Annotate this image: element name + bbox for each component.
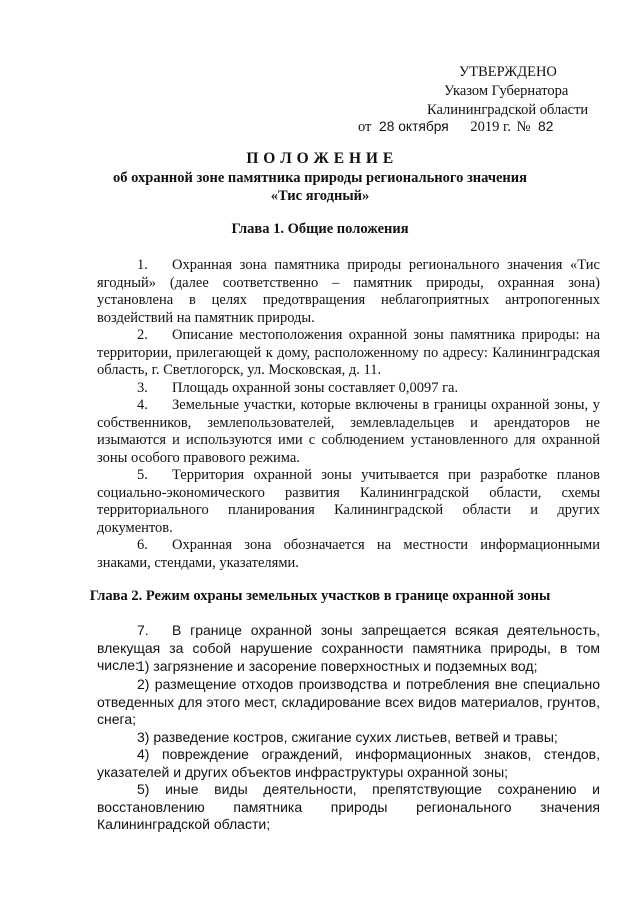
paragraph-text: В границе охранной зоны запрещается всякая деятельность, влекущая за собой нарушение сохранности памятника природы, в том числе: [97,622,600,674]
document-subtitle-line2: «Тис ягодный» [270,188,370,204]
approval-date: 28 октября [379,119,449,134]
chapter2-heading: Глава 2. Режим охраны земельных участков в границе охранной зоны [89,588,551,604]
approval-number: 82 [538,119,554,134]
paragraph-1 [97,257,600,327]
paragraph-number: 4. [137,397,148,413]
paragraph-text: Земельные участки, которые включены в границы охранной зоны, у собственников, землепользователей, землевладельцев и арендаторов не изымаются и используются ими с соблюдением установленного для охранной зоны особого правового режима. [97,397,600,466]
paragraph-number: 1. [137,257,148,273]
list-item: 5) иные виды деятельности, препятствующие сохранению и восстановлению памятника природы регионального значения Калининградской области; [97,781,600,833]
approval-year: 2019 г. [470,119,511,135]
paragraph-number: 5. [137,467,148,483]
paragraph-3 [97,380,600,398]
approval-number-sign: № [516,119,531,135]
paragraph-text: Охранная зона обозначается на местности информационными знаками, стендами, указателями. [97,537,600,571]
approval-region: Калининградской области [427,102,589,118]
approval-date-prefix: от [358,119,372,135]
paragraph-4 [97,397,600,467]
paragraph-number: 6. [137,537,148,553]
paragraph-text: Территория охранной зоны учитывается при разработке планов социально-экономического развития Калининградской области, схемы территориального планирования Калининградской области и других документов. [97,467,600,536]
list-item: 2) размещение отходов производства и потребления вне специально отведенных для этого мест, складирование всех видов материалов, грунтов, снега; [97,676,600,728]
document-subtitle-line1: об охранной зоне памятника природы регионального значения [113,170,527,186]
approval-authority: Указом Губернатора [444,83,569,99]
list-item: 4) повреждение ограждений, информационных знаков, стендов, указателей и других объектов инфраструктуры охранной зоны; [97,746,600,780]
list-item: 3) разведение костров, сжигание сухих листьев, ветвей и травы; [137,729,558,745]
paragraph-number: 2. [137,327,148,343]
paragraph-2 [97,327,600,380]
paragraph-6 [97,537,600,572]
approval-date-line [358,117,553,137]
chapter1-heading: Глава 1. Общие положения [231,221,409,237]
paragraph-text: Охранная зона памятника природы регионального значения «Тис ягодный» (далее соответственно – памятник природы, охранная зона) установлена в целях предотвращения неблагоприятных антропогенных воздействий на памятник природы. [97,257,600,326]
paragraph-5 [97,467,600,537]
document-title: П О Л О Ж Е Н И Е [246,150,394,167]
paragraph-number: 7. [137,622,149,638]
approval-heading: УТВЕРЖДЕНО [459,64,557,80]
paragraph-text: Описание местоположения охранной зоны памятника природы: на территории, прилегающей к дому, расположенному по адресу: Калининградская область, г. Светлогорск, ул. Московская, д. 11. [97,327,600,379]
list-item: 1) загрязнение и засорение поверхностных и подземных вод; [137,658,538,674]
paragraph-number: 3. [137,380,148,396]
paragraph-text: Площадь охранной зоны составляет 0,0097 га. [172,380,459,396]
